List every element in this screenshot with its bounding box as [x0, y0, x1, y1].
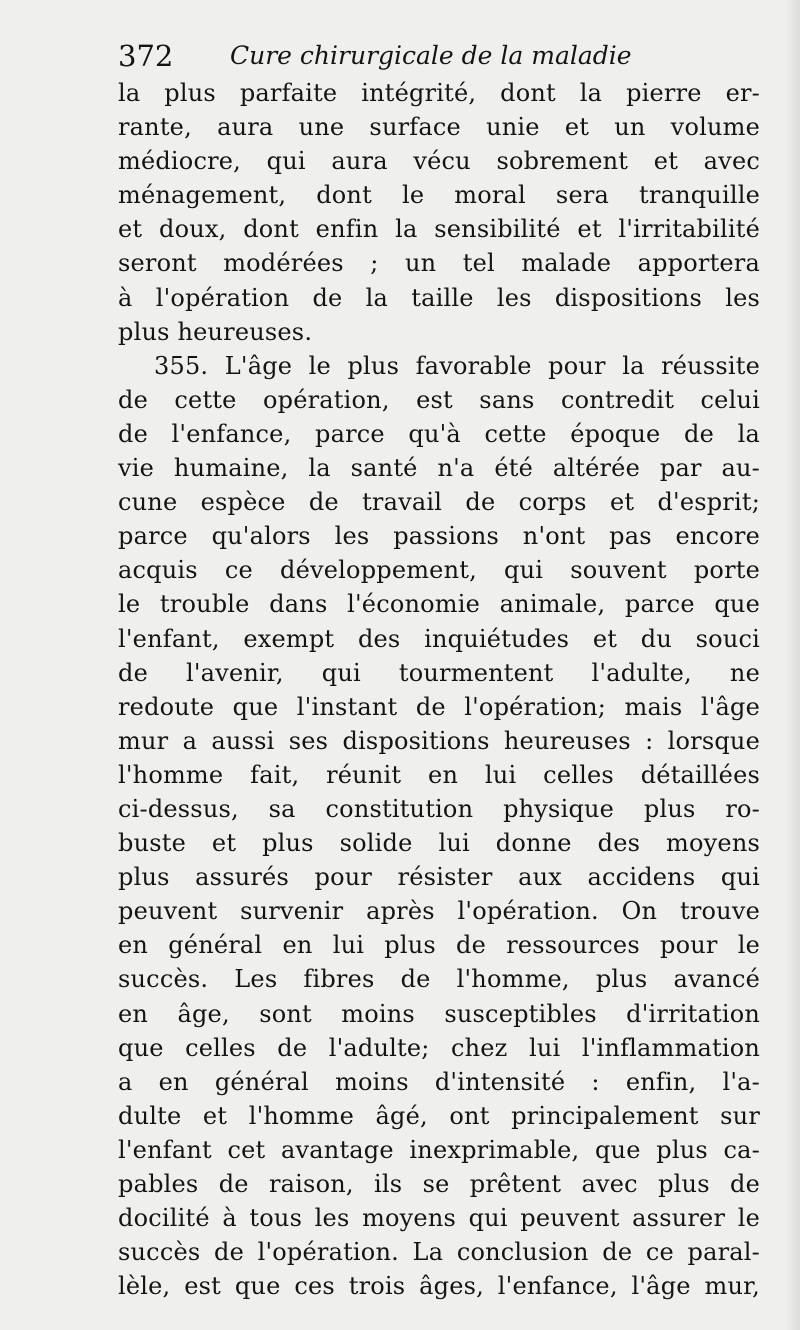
text-line: le trouble dans l'économie animale, parce que — [118, 590, 760, 619]
text-line: mur a aussi ses dispositions heureuses : lorsque — [118, 726, 760, 755]
text-line: l'enfant cet avantage inexprimable, que plus ca- — [118, 1135, 760, 1164]
text-line: succès de l'opération. La conclusion de ce paral- — [118, 1238, 760, 1267]
text-line: parce qu'alors les passions n'ont pas encore — [118, 522, 760, 551]
text-line: a en général moins d'intensité : enfin, l'a- — [118, 1067, 760, 1096]
text-line: la plus parfaite intégrité, dont la pierre er- — [118, 79, 760, 107]
text-line: de l'enfance, parce qu'à cette époque de la — [118, 419, 760, 448]
running-title: Cure chirurgicale de la maladie — [230, 41, 632, 70]
text-line: en âge, sont moins susceptibles d'irritation — [118, 999, 760, 1028]
text-line: pables de raison, ils se prêtent avec plus de — [118, 1170, 760, 1198]
text-line: seront modérées ; un tel malade apportera — [118, 249, 760, 278]
text-line: de l'avenir, qui tourmentent l'adulte, ne — [118, 658, 760, 687]
text-line: succès. Les fibres de l'homme, plus avancé — [118, 965, 760, 994]
page-edge-shadow — [786, 0, 800, 1330]
text-line: en général en lui plus de ressources pour le — [118, 931, 760, 960]
text-line: que celles de l'adulte; chez lui l'inflammation — [118, 1033, 760, 1062]
text-line: à l'opération de la taille les dispositions les — [118, 283, 760, 312]
text-line: ménagement, dont le moral sera tranquille — [118, 181, 760, 210]
paragraph-start-line: 355. L'âge le plus favorable pour la réussite — [154, 351, 760, 380]
text-line: de cette opération, est sans contredit celui — [118, 385, 760, 414]
body-text — [118, 76, 760, 1303]
text-line: buste et plus solide lui donne des moyens — [118, 829, 760, 858]
text-line: médiocre, qui aura vécu sobrement et avec — [118, 147, 760, 176]
text-line: ci-dessus, sa constitution physique plus ro- — [118, 794, 760, 823]
page-header — [118, 36, 758, 76]
text-line: plus heureuses. — [118, 317, 313, 346]
text-line: l'homme fait, réunit en lui celles détaillées — [118, 760, 760, 789]
text-line: lèle, est que ces trois âges, l'enfance, l'âge mur, — [118, 1272, 760, 1301]
text-line: dulte et l'homme âgé, ont principalement sur — [118, 1101, 760, 1130]
text-line: cune espèce de travail de corps et d'esprit; — [118, 488, 760, 517]
text-line: docilité à tous les moyens qui peuvent assurer le — [118, 1204, 760, 1233]
text-line: plus assurés pour résister aux accidens qui — [118, 863, 760, 892]
text-line: rante, aura une surface unie et un volume — [118, 113, 760, 142]
page-number: 372 — [118, 39, 174, 73]
text-line: et doux, dont enfin la sensibilité et l'irritabilité — [118, 215, 760, 244]
text-line: vie humaine, la santé n'a été altérée par au- — [118, 454, 760, 483]
text-line: peuvent survenir après l'opération. On trouve — [118, 897, 760, 926]
text-line: redoute que l'instant de l'opération; mais l'âge — [118, 692, 760, 721]
text-line: l'enfant, exempt des inquiétudes et du souci — [118, 624, 760, 653]
text-line: acquis ce développement, qui souvent porte — [118, 556, 760, 585]
